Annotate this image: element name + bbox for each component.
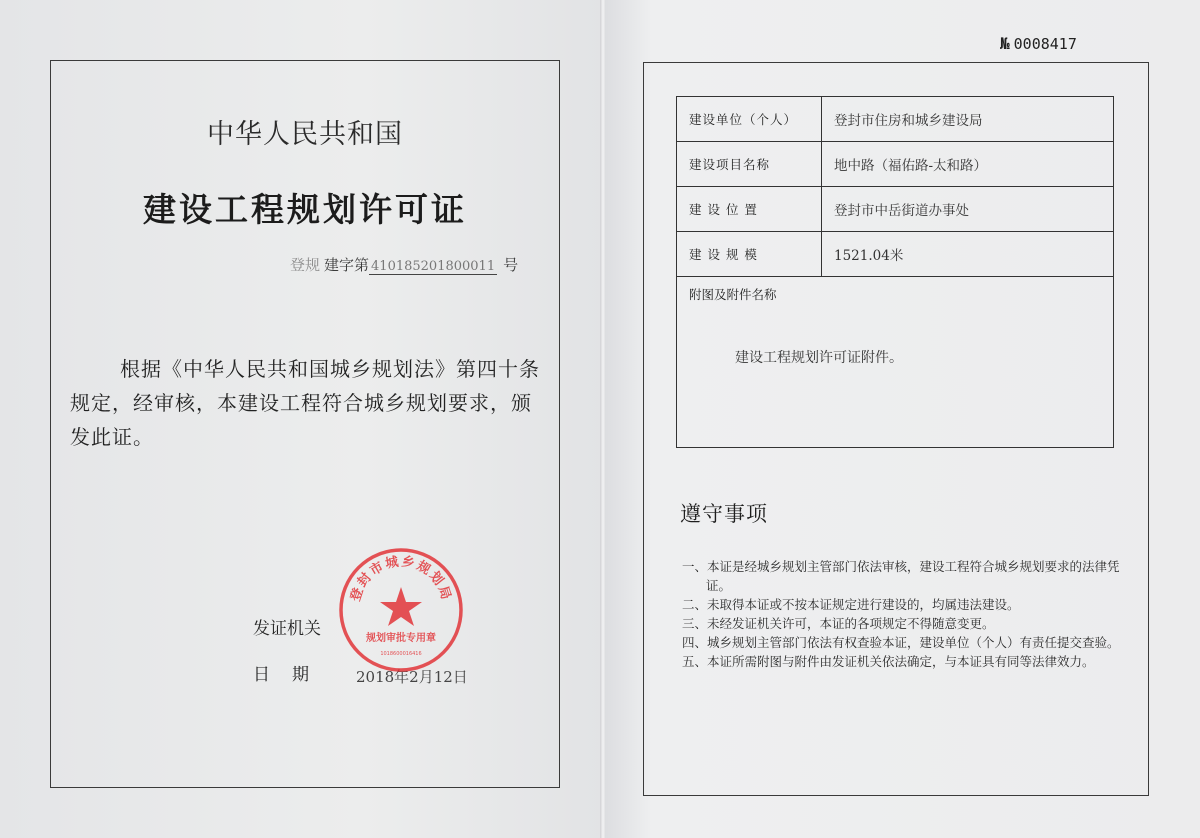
official-seal-stamp <box>336 545 466 675</box>
date-label: 日期 <box>253 665 331 685</box>
row-value: 登封市住房和城乡建设局 <box>822 97 1114 142</box>
reg-code: 建字第 <box>324 256 370 274</box>
row-label: 建 设 位 置 <box>677 187 822 232</box>
table-row <box>677 142 1114 187</box>
row-value: 1521.04米 <box>822 232 1114 277</box>
list-item: 四、城乡规划主管部门依法有权查验本证，建设单位（个人）有责任提交查验。 <box>682 635 1120 650</box>
row-label: 建 设 规 模 <box>677 232 822 277</box>
attachment-cell <box>677 277 1114 448</box>
table-row <box>677 232 1114 277</box>
rules-title: 遵守事项 <box>680 502 768 526</box>
list-item: 五、本证所需附图与附件由发证机关依法确定，与本证具有同等法律效力。 <box>682 654 1095 669</box>
rules-list <box>682 557 1142 671</box>
seal-code-text: 1018600016416 <box>380 651 422 657</box>
issuing-authority-label: 发证机关 <box>253 619 321 639</box>
issue-date: 2018年2月12日 <box>356 668 468 686</box>
row-label: 建设项目名称 <box>677 142 822 187</box>
seal-band-text: 规划审批专用章 <box>366 633 436 644</box>
attachment-label: 附图及附件名称 <box>689 287 777 302</box>
list-item: 二、未取得本证或不按本证规定进行建设的，均属违法建设。 <box>682 597 1020 612</box>
attachment-value: 建设工程规划许可证附件。 <box>735 350 903 366</box>
certificate-body-text: 根据《中华人民共和国城乡规划法》第四十条规定，经审核，本建设工程符合城乡规划要求，颁发此证。 <box>70 357 540 449</box>
table-row <box>677 97 1114 142</box>
table-row <box>677 187 1114 232</box>
row-label: 建设单位（个人） <box>677 97 822 142</box>
certificate-title: 建设工程规划许可证 <box>143 190 467 229</box>
project-info-table <box>676 96 1114 448</box>
serial-value: 0008417 <box>1013 35 1077 53</box>
seal-arc-text: 登封市城乡规划局 <box>348 554 454 604</box>
country-name: 中华人民共和国 <box>207 119 403 150</box>
reg-number-value: 410185201800011 <box>371 259 496 274</box>
table-row <box>677 277 1114 448</box>
serial-number <box>1000 34 1077 53</box>
row-value: 登封市中岳街道办事处 <box>822 187 1114 232</box>
seal-star-icon <box>380 587 422 626</box>
row-value: 地中路（福佑路-太和路） <box>822 142 1114 187</box>
reg-suffix: 号 <box>503 256 519 274</box>
registration-number <box>290 254 518 275</box>
serial-prefix: № <box>1000 34 1010 53</box>
reg-prefix: 登规 <box>290 256 321 274</box>
list-item: 一、本证是经城乡规划主管部门依法审核，建设工程符合城乡规划要求的法律凭证。 <box>682 559 1120 593</box>
list-item: 三、未经发证机关许可，本证的各项规定不得随意变更。 <box>682 616 995 631</box>
